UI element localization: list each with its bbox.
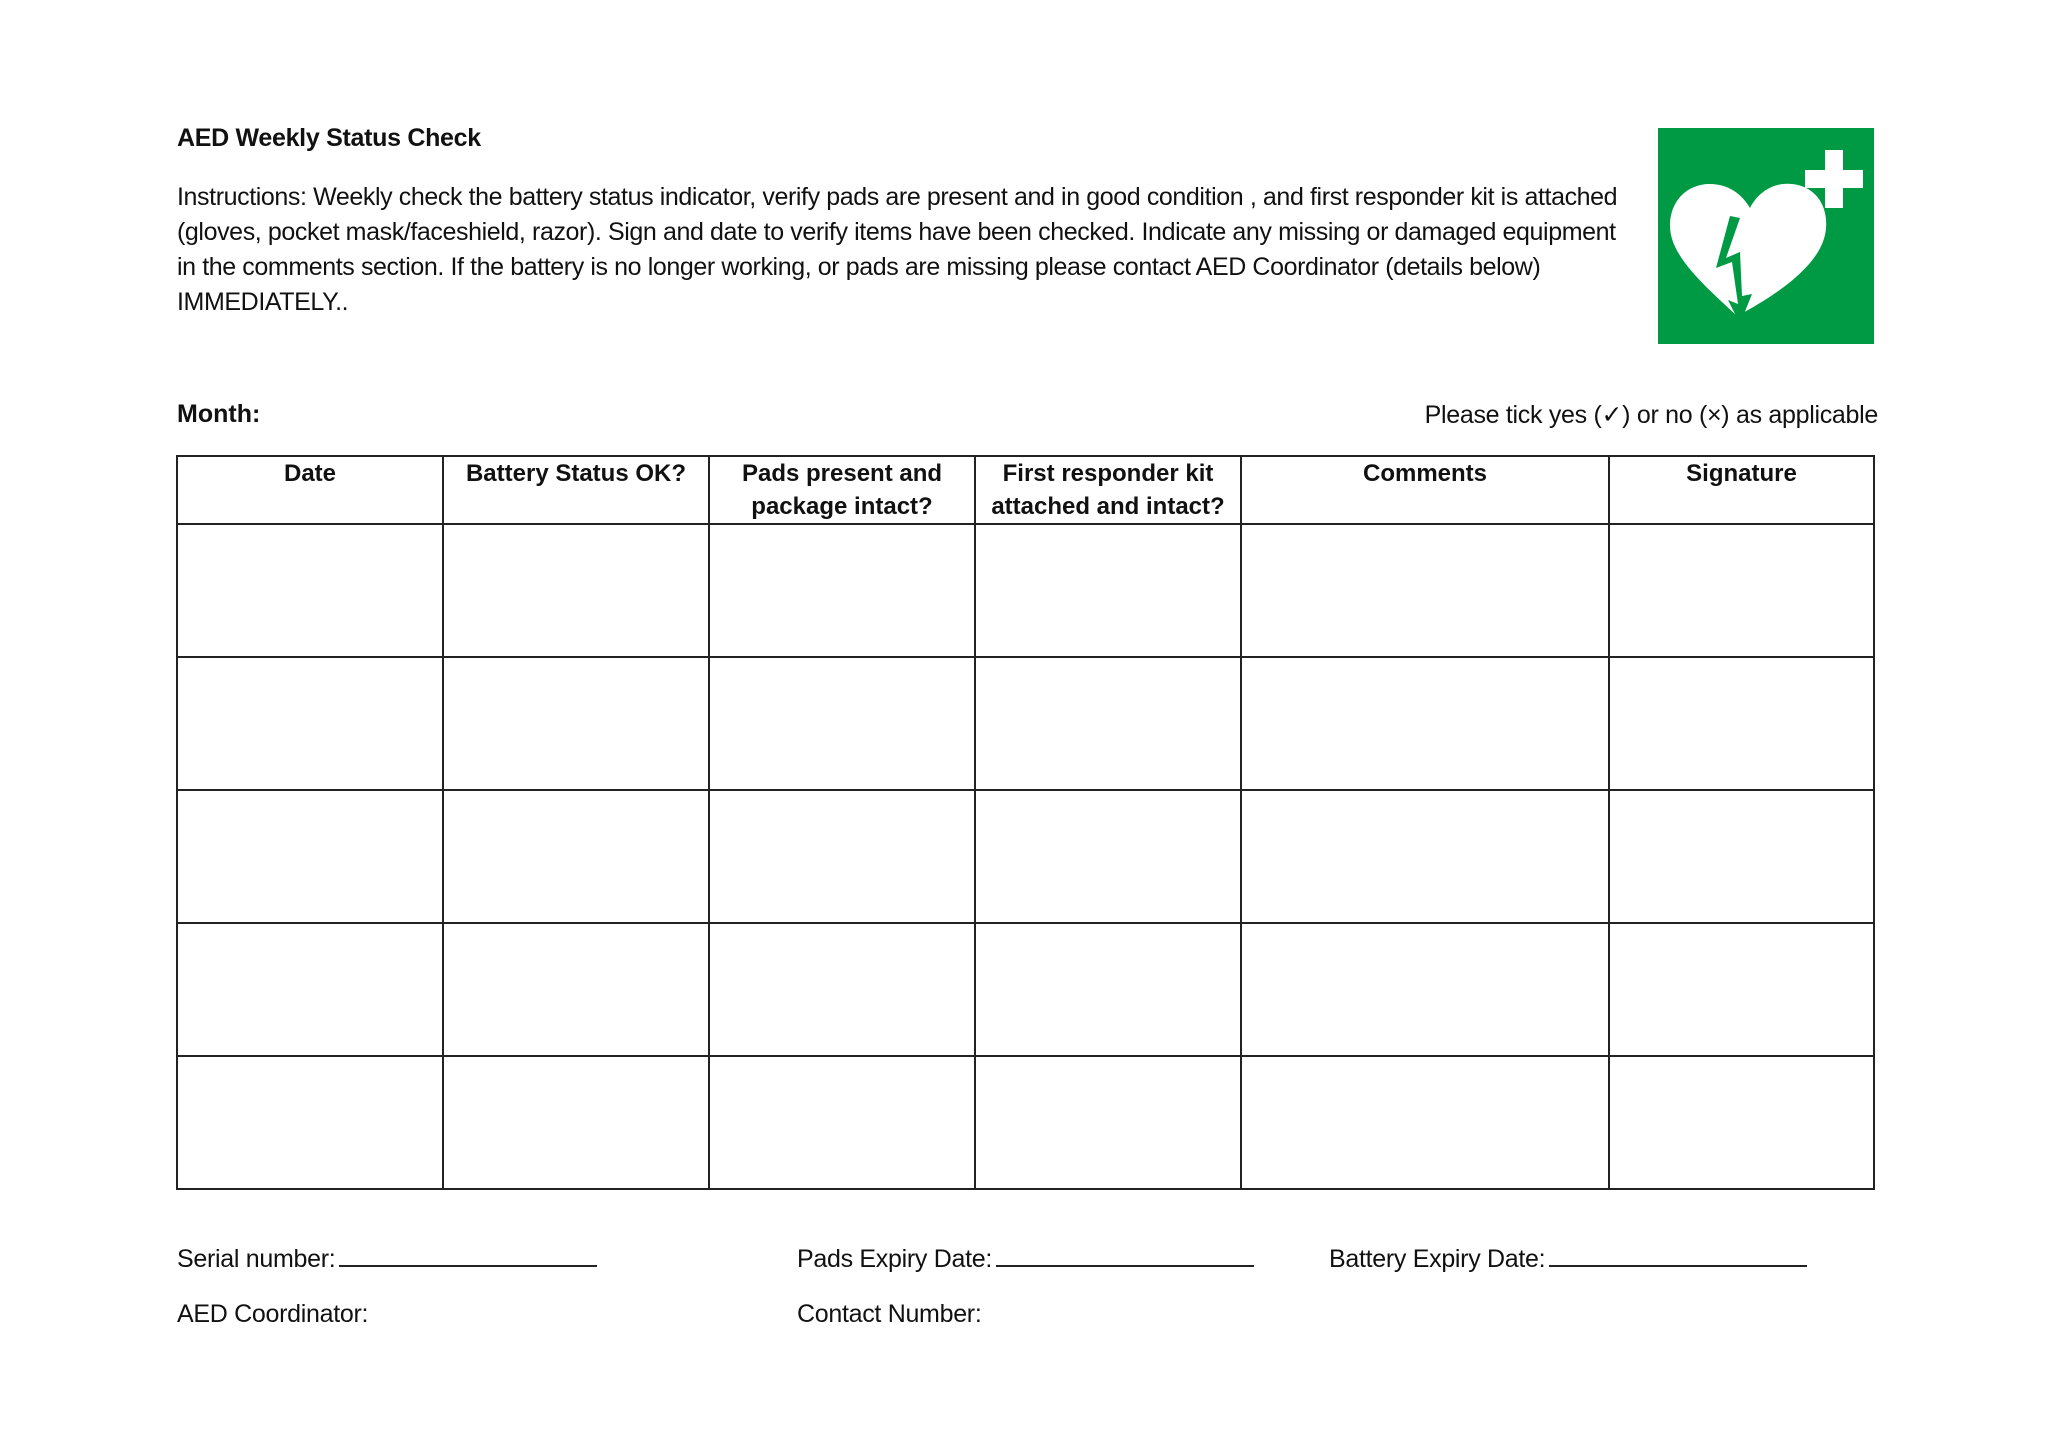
column-header-pads-present: Pads present and package intact? <box>709 456 975 524</box>
first-responder-kit-cell[interactable] <box>975 1056 1241 1189</box>
signature-cell[interactable] <box>1609 524 1874 657</box>
document-title: AED Weekly Status Check <box>177 124 481 152</box>
column-header-date: Date <box>177 456 443 524</box>
battery-expiry-blank[interactable] <box>1549 1245 1807 1267</box>
battery-status-cell[interactable] <box>443 923 709 1056</box>
comments-cell[interactable] <box>1241 790 1609 923</box>
battery-expiry-label: Battery Expiry Date: <box>1329 1245 1546 1273</box>
pads-present-cell[interactable] <box>709 524 975 657</box>
month-label: Month: <box>177 400 261 428</box>
first-responder-kit-cell[interactable] <box>975 790 1241 923</box>
date-cell[interactable] <box>177 923 443 1056</box>
column-header-comments: Comments <box>1241 456 1609 524</box>
column-header-signature: Signature <box>1609 456 1874 524</box>
first-responder-kit-cell[interactable] <box>975 657 1241 790</box>
battery-status-cell[interactable] <box>443 1056 709 1189</box>
date-cell[interactable] <box>177 524 443 657</box>
pads-present-cell[interactable] <box>709 923 975 1056</box>
tick-instruction-note: Please tick yes (✓) or no (×) as applicable <box>1424 401 1878 429</box>
signature-cell[interactable] <box>1609 657 1874 790</box>
signature-cell[interactable] <box>1609 1056 1874 1189</box>
pads-present-cell[interactable] <box>709 657 975 790</box>
table-header-row <box>177 456 1874 524</box>
aed-logo-icon <box>1658 128 1874 344</box>
status-check-table <box>176 455 1875 1190</box>
column-header-battery-status: Battery Status OK? <box>443 456 709 524</box>
pads-present-cell[interactable] <box>709 790 975 923</box>
battery-status-cell[interactable] <box>443 790 709 923</box>
comments-cell[interactable] <box>1241 524 1609 657</box>
table-row <box>177 1056 1874 1189</box>
comments-cell[interactable] <box>1241 1056 1609 1189</box>
pads-expiry-field <box>797 1245 1254 1274</box>
serial-number-field <box>177 1245 597 1274</box>
serial-number-label: Serial number: <box>177 1245 336 1273</box>
table-row <box>177 923 1874 1056</box>
date-cell[interactable] <box>177 657 443 790</box>
contact-number-label: Contact Number: <box>797 1300 982 1328</box>
pads-expiry-label: Pads Expiry Date: <box>797 1245 992 1273</box>
instructions-text: Instructions: Weekly check the battery status indicator, verify pads are present and in good condition , and first responder kit is attached (gloves, pocket mask/faceshield, razor). Sign and date to verify items have been checked. Indicate any missing or damaged equipment in the comments section. If the battery is no longer working, or pads are missing please contact AED Coordinator (details below) IMMEDIATELY.. <box>177 183 1618 316</box>
table-row <box>177 790 1874 923</box>
comments-cell[interactable] <box>1241 923 1609 1056</box>
pads-present-cell[interactable] <box>709 1056 975 1189</box>
date-cell[interactable] <box>177 790 443 923</box>
battery-status-cell[interactable] <box>443 657 709 790</box>
table-row <box>177 657 1874 790</box>
table-row <box>177 524 1874 657</box>
serial-number-blank[interactable] <box>339 1245 597 1267</box>
pads-expiry-blank[interactable] <box>996 1245 1254 1267</box>
signature-cell[interactable] <box>1609 923 1874 1056</box>
comments-cell[interactable] <box>1241 657 1609 790</box>
signature-cell[interactable] <box>1609 790 1874 923</box>
first-responder-kit-cell[interactable] <box>975 524 1241 657</box>
column-header-first-responder-kit: First responder kit attached and intact? <box>975 456 1241 524</box>
battery-status-cell[interactable] <box>443 524 709 657</box>
first-responder-kit-cell[interactable] <box>975 923 1241 1056</box>
date-cell[interactable] <box>177 1056 443 1189</box>
battery-expiry-field <box>1329 1245 1807 1274</box>
aed-coordinator-label: AED Coordinator: <box>177 1300 369 1328</box>
